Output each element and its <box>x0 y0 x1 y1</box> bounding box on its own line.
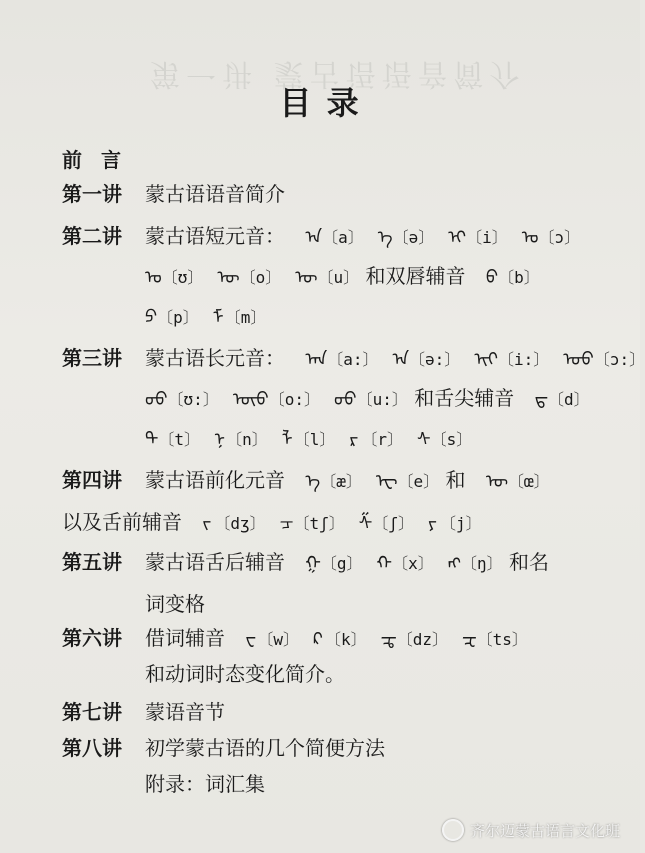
bilabial-item <box>213 302 267 332</box>
mongolian-letter: ᠼ <box>380 629 397 650</box>
ipa-symbol: 〔ɔ:〕 <box>593 350 645 369</box>
mongolian-letter: ᠩ <box>447 553 462 574</box>
mongolian-letter: ᠯ <box>281 429 293 450</box>
ipa-symbol: 〔o:〕 <box>268 390 321 409</box>
back-consonant-item <box>377 548 434 578</box>
apical-item <box>417 424 472 454</box>
apical-item <box>535 384 590 414</box>
mongolian-letter: ᠠ <box>305 227 323 248</box>
mongolian-letter: ᠧ <box>375 471 398 492</box>
fronted-vowel-item <box>486 466 550 496</box>
ipa-symbol: 〔œ〕 <box>508 472 550 491</box>
lecture-7-title[interactable]: 蒙语音节 <box>145 700 225 724</box>
lecture-6-consonants <box>245 626 528 650</box>
mongolian-letter: ᠣ <box>521 227 539 248</box>
ipa-symbol: 〔ʊ〕 <box>161 268 204 287</box>
back-consonant-item <box>448 548 503 578</box>
mongolian-letter: ᠣᠣ <box>563 349 594 370</box>
long-vowel-item <box>334 384 408 414</box>
loan-consonant-item <box>381 624 448 654</box>
lecture-6-line-2: 和动词时态变化简介。 <box>145 662 345 686</box>
ipa-symbol: 〔i:〕 <box>497 350 550 369</box>
lecture-4-line-1[interactable] <box>145 466 550 496</box>
lecture-2-tail: 和双唇辅音 <box>365 264 466 288</box>
mongolian-letter: ᠦ <box>295 267 318 288</box>
lecture-4-and: 和 <box>445 468 466 492</box>
short-vowel-item <box>295 262 359 292</box>
lecture-3-line-1[interactable] <box>145 344 645 374</box>
short-vowel-item <box>145 262 203 292</box>
mongolian-letter: ᠨ <box>214 429 225 450</box>
loan-consonant-item <box>313 624 367 654</box>
mongolian-letter: ᠥᠥ <box>232 389 269 410</box>
apical-item <box>214 424 268 454</box>
mongolian-letter: ᠠᠠ <box>305 349 328 370</box>
mongolian-letter: ᠤ <box>145 267 162 288</box>
ipa-symbol: 〔dz〕 <box>396 630 448 649</box>
lecture-2-line-2 <box>145 262 540 292</box>
mongolian-letter: ᠸ <box>245 629 257 650</box>
lecture-4-lead: 以及舌前辅音 <box>62 510 182 534</box>
long-vowel-item <box>392 344 460 374</box>
short-vowel-item <box>522 222 580 252</box>
mongolian-letter: ᠡ <box>377 227 393 248</box>
apical-item <box>145 424 200 454</box>
lecture-3-number: 第三讲 <box>62 346 122 370</box>
front-consonant-item <box>202 508 265 538</box>
long-vowel-item <box>145 384 219 414</box>
ipa-symbol: 〔i〕 <box>466 228 508 247</box>
fronted-vowel-item <box>305 466 361 496</box>
ipa-symbol: 〔t〕 <box>158 430 201 449</box>
lecture-5-line-1[interactable] <box>145 548 549 578</box>
lecture-3-title: 蒙古语长元音： <box>145 346 285 370</box>
mongolian-letter: ᠺ <box>313 629 323 650</box>
lecture-2-vowels-b <box>145 264 359 288</box>
apical-item <box>282 424 336 454</box>
mongolian-letter: ᠦᠦ <box>334 389 357 410</box>
mongolian-letter: ᠵ <box>202 513 212 534</box>
mongolian-letter: ᠪ <box>485 267 499 288</box>
ipa-symbol: 〔b〕 <box>498 268 540 287</box>
mongolian-letter: ᠲ <box>145 429 159 450</box>
ipa-symbol: 〔ɔ〕 <box>538 228 581 247</box>
ipa-symbol: 〔o〕 <box>239 268 282 287</box>
bilabial-item <box>145 302 199 332</box>
ipa-symbol: 〔ʊ:〕 <box>167 390 219 409</box>
loan-consonant-item <box>245 624 299 654</box>
watermark-text: 齐尔迈蒙古语言文化班 <box>469 821 620 840</box>
lecture-5-tail: 和名 <box>509 550 550 574</box>
ipa-symbol: 〔s〕 <box>430 430 473 449</box>
ipa-symbol: 〔e〕 <box>397 472 440 491</box>
lecture-3-vowels-a <box>305 346 645 370</box>
mongolian-letter: ᠴ <box>279 513 294 534</box>
lecture-5-line-2: 词变格 <box>145 592 205 616</box>
lecture-3-apical <box>535 386 590 410</box>
show-through-text: 第一讲 蒙古语语音简介 <box>150 56 526 91</box>
back-consonant-item <box>305 548 362 578</box>
lecture-7-number: 第七讲 <box>62 700 122 724</box>
ipa-symbol: 〔dʒ〕 <box>214 514 266 533</box>
mongolian-letter: ᠬ <box>376 553 393 574</box>
ipa-symbol: 〔g〕 <box>320 554 363 573</box>
short-vowel-item <box>378 222 434 252</box>
wechat-icon <box>442 819 464 841</box>
lecture-4-vowels <box>305 468 439 492</box>
ipa-symbol: 〔r〕 <box>361 430 403 449</box>
appendix-entry[interactable]: 附录：词汇集 <box>145 772 265 796</box>
ipa-symbol: 〔ə:〕 <box>409 350 461 369</box>
short-vowel-item <box>217 262 281 292</box>
lecture-2-line-1[interactable] <box>145 222 580 252</box>
mongolian-letter: ᠷ <box>349 429 359 450</box>
lecture-4-last-vowel <box>486 468 550 492</box>
lecture-4-consonants <box>202 510 481 534</box>
lecture-3-vowels-b <box>145 386 408 410</box>
ipa-symbol: 〔ŋ〕 <box>461 554 503 573</box>
lecture-3-apicals <box>145 426 472 450</box>
lecture-1-number: 第一讲 <box>62 182 122 206</box>
ipa-symbol: 〔ə〕 <box>392 228 435 247</box>
front-consonant-item <box>428 508 482 538</box>
ipa-symbol: 〔l〕 <box>293 430 336 449</box>
lecture-3-line-3 <box>145 424 472 454</box>
long-vowel-item <box>305 344 378 374</box>
fronted-vowel-item <box>376 466 439 496</box>
ipa-symbol: 〔tʃ〕 <box>293 514 345 533</box>
lecture-2-bilabial <box>486 264 540 288</box>
ipa-symbol: 〔m〕 <box>224 308 267 327</box>
long-vowel-item <box>563 344 645 374</box>
lecture-5-title: 蒙古语舌后辅音 <box>145 550 285 574</box>
lecture-2-line-3 <box>145 302 266 332</box>
mongolian-letter: ᠮ <box>212 307 224 328</box>
mongolian-letter: ᠡᠡ <box>392 349 410 370</box>
ipa-symbol: 〔a〕 <box>322 228 364 247</box>
mongolian-letter: ᠢᠢ <box>474 349 498 370</box>
front-consonant-item <box>359 508 414 538</box>
lecture-8-number: 第八讲 <box>62 736 122 760</box>
lecture-2-title: 蒙古语短元音： <box>145 224 285 248</box>
loan-consonant-item <box>462 624 528 654</box>
ipa-symbol: 〔u〕 <box>317 268 360 287</box>
lecture-3-tail: 和舌尖辅音 <box>414 386 515 410</box>
front-consonant-item <box>280 508 345 538</box>
mongolian-letter: ᠫ <box>145 307 158 328</box>
lecture-8-title[interactable]: 初学蒙古语的几个简便方法 <box>145 736 385 760</box>
toc-title: 目 录 <box>279 84 361 122</box>
preface-entry[interactable]: 前 言 <box>62 148 127 172</box>
ipa-symbol: 〔ʃ〕 <box>372 514 414 533</box>
long-vowel-item <box>474 344 549 374</box>
watermark <box>442 819 620 841</box>
ipa-symbol: 〔a:〕 <box>327 350 379 369</box>
lecture-4-line-2 <box>62 508 482 538</box>
mongolian-letter: ᠳ <box>534 389 549 410</box>
ipa-symbol: 〔æ〕 <box>320 472 362 491</box>
mongolian-letter: ᠱ <box>358 513 373 534</box>
ipa-symbol: 〔j〕 <box>439 514 482 533</box>
mongolian-letter: ᠭ <box>305 553 321 574</box>
mongolian-letter: ᠡ <box>305 471 321 492</box>
mongolian-letter: ᠰ <box>416 429 431 450</box>
lecture-5-number: 第五讲 <box>62 550 122 574</box>
ipa-symbol: 〔u:〕 <box>356 390 408 409</box>
mongolian-letter: ᠤᠤ <box>145 389 168 410</box>
mongolian-letter: ᠥ <box>217 267 240 288</box>
apical-item <box>349 424 403 454</box>
lecture-4-number: 第四讲 <box>62 468 122 492</box>
ipa-symbol: 〔x〕 <box>392 554 434 573</box>
mongolian-letter: ᠶ <box>427 513 437 534</box>
lecture-1-title[interactable]: 蒙古语语音简介 <box>145 182 285 206</box>
lecture-6-line-1[interactable] <box>145 624 528 654</box>
long-vowel-item <box>233 384 320 414</box>
ipa-symbol: 〔n〕 <box>226 430 268 449</box>
lecture-2-number: 第二讲 <box>62 224 122 248</box>
lecture-6-number: 第六讲 <box>62 626 122 650</box>
ipa-symbol: 〔w〕 <box>257 630 299 649</box>
ipa-symbol: 〔d〕 <box>548 390 590 409</box>
mongolian-letter: ᠽ <box>461 629 477 650</box>
ipa-symbol: 〔k〕 <box>325 630 367 649</box>
short-vowel-item <box>305 222 363 252</box>
lecture-4-title: 蒙古语前化元音 <box>145 468 285 492</box>
mongolian-letter: ᠥ <box>485 471 509 492</box>
bilabial-item <box>486 262 540 292</box>
lecture-2-vowels-a <box>305 224 580 248</box>
short-vowel-item <box>448 222 508 252</box>
ipa-symbol: 〔p〕 <box>157 308 199 327</box>
lecture-5-consonants <box>305 550 502 574</box>
mongolian-letter: ᠢ <box>448 227 467 248</box>
lecture-3-line-2 <box>145 384 590 414</box>
ipa-symbol: 〔ts〕 <box>476 630 528 649</box>
lecture-6-title: 借词辅音 <box>145 626 225 650</box>
lecture-2-bilabials <box>145 304 266 328</box>
